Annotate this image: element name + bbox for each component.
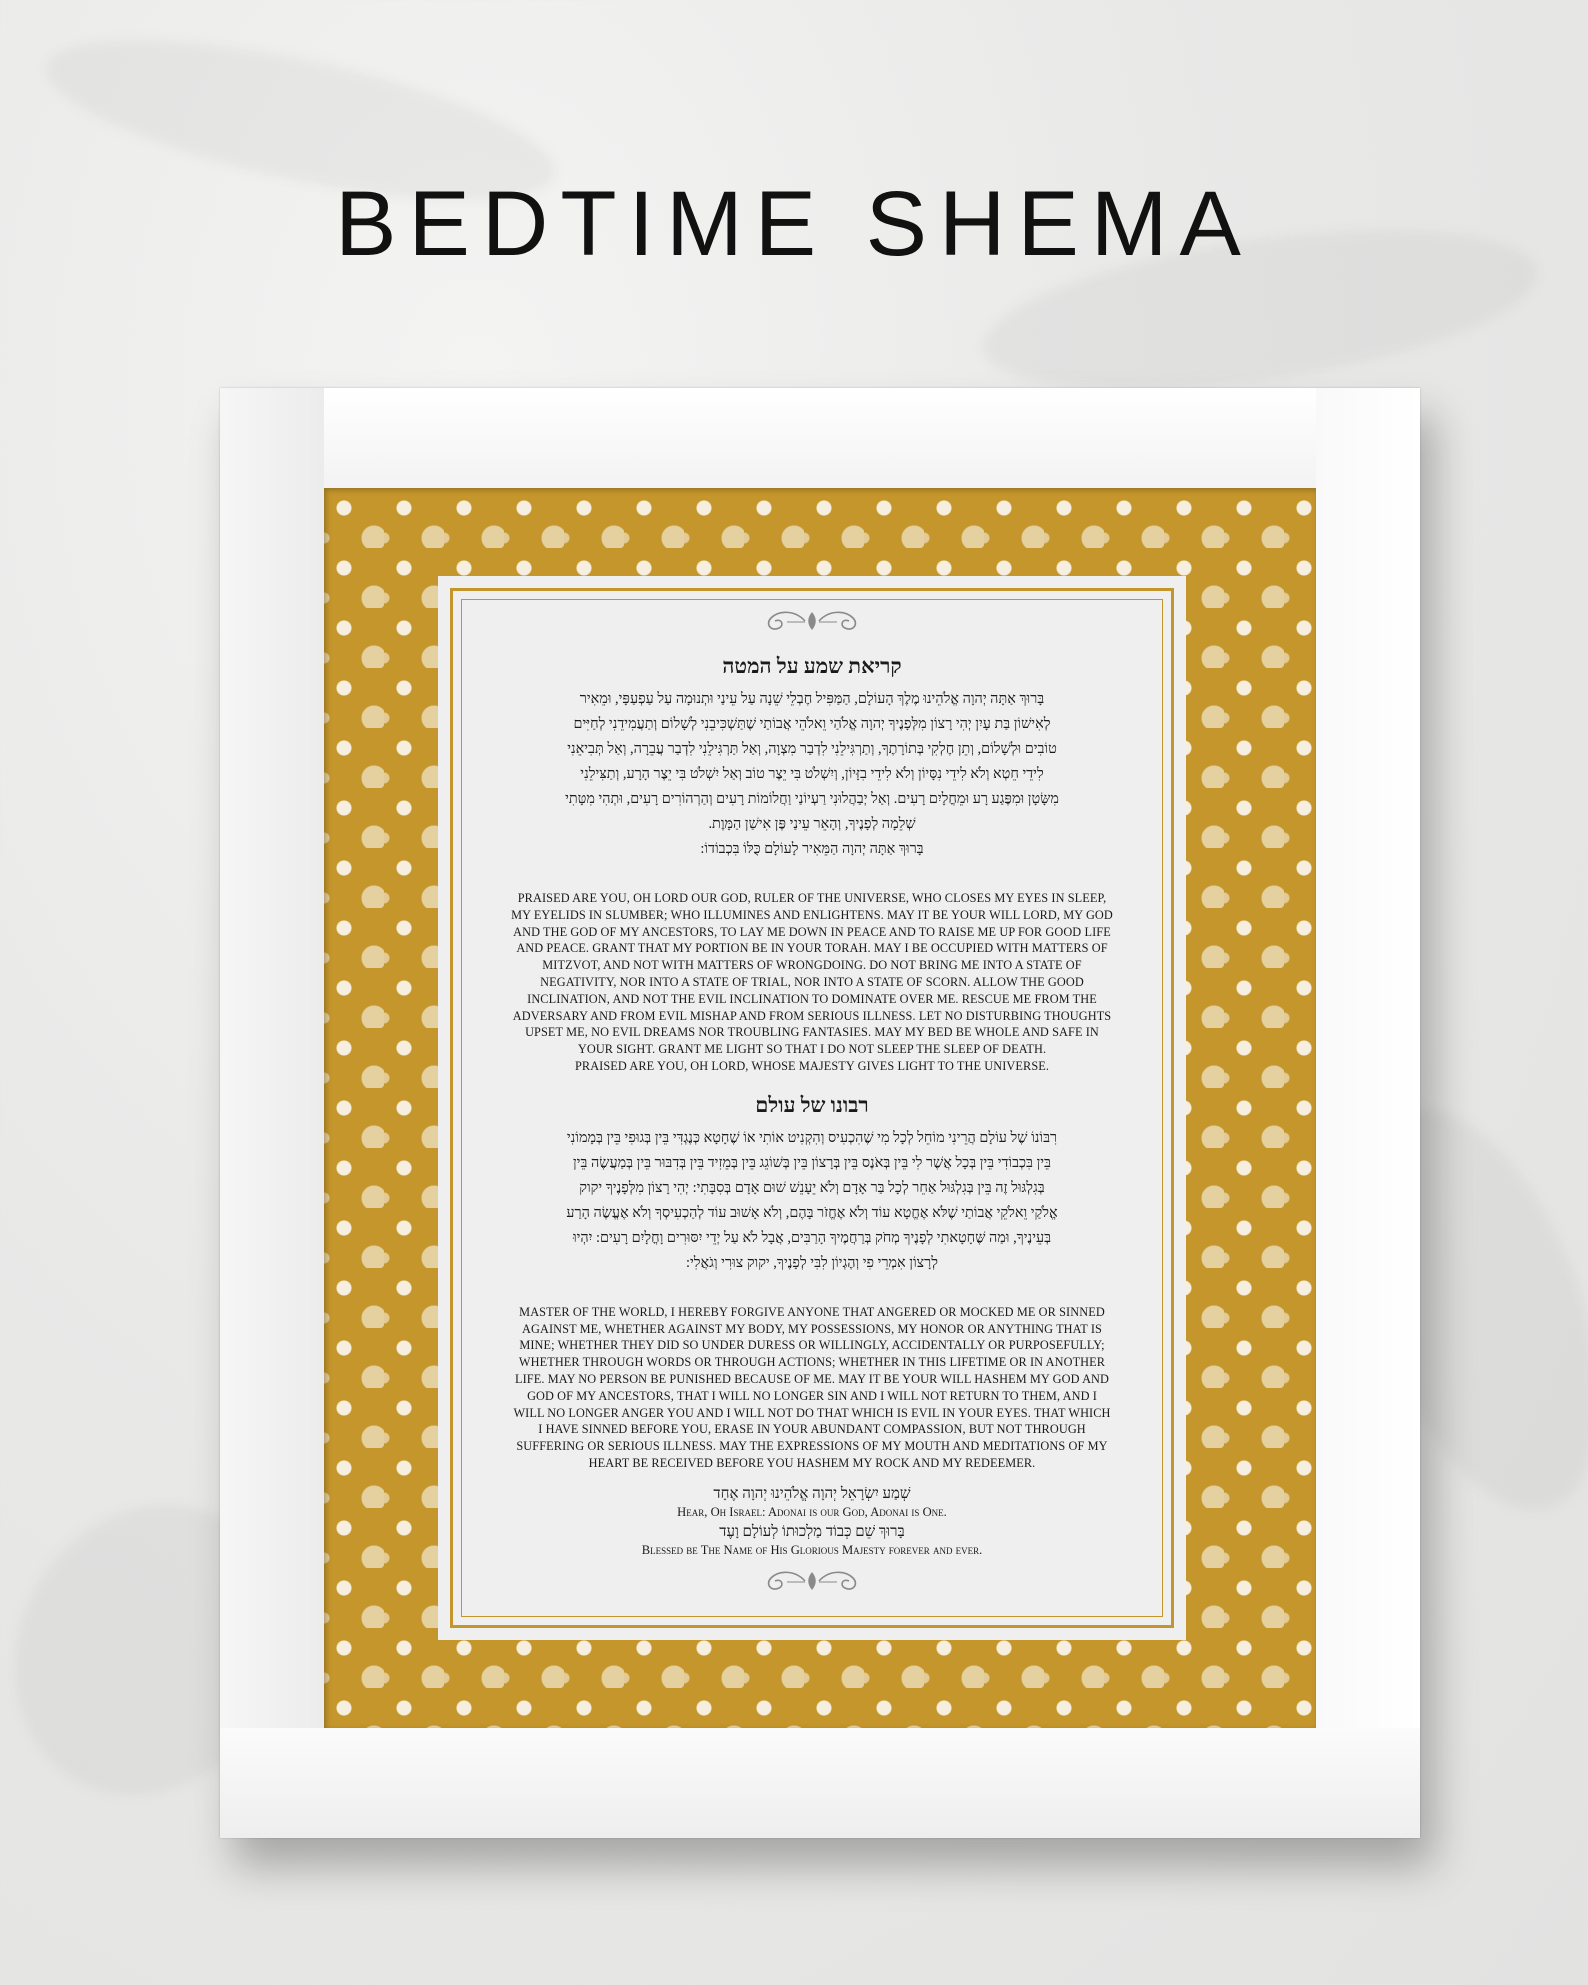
hebrew-line: בְּעֵינֶיךָ, וּמַה שֶּׁחָטָאתִי לְפָנֶיךָ מְחֹק בְּרַחֲמֶיךָ הָרַבִּים, אֲבָל לֹא עַל יְדֵי יִסּוּרִים וָחֳלָיִם רָעִים: יִהְיוּ <box>572 1229 1052 1246</box>
english-line: SUFFERING OR SERIOUS ILLNESS. MAY THE EXPRESSIONS OF MY MOUTH AND MEDITATIONS OF MY <box>516 1439 1108 1454</box>
prayer-content <box>468 606 1156 1596</box>
page-title: BEDTIME SHEMA <box>335 173 1253 275</box>
shema-english: Hear, Oh Israel: Adonai is our God, Adonai is One. <box>677 1504 947 1519</box>
english-line: AND THE GOD OF MY ANCESTORS, TO LAY ME DOWN IN PEACE AND TO RAISE ME UP FOR GOOD LIFE <box>513 924 1111 939</box>
english-line: WHETHER THROUGH WORDS OR THROUGH ACTIONS; WHETHER IN THIS LIFETIME OR IN ANOTHER <box>518 1355 1106 1370</box>
english-line: I HAVE SINNED BEFORE YOU, ERASE IN YOUR ABUNDANT COMPASSION, BUT NOT THROUGH <box>538 1422 1086 1437</box>
english-line: PRAISED ARE YOU, OH LORD OUR GOD, RULER OF THE UNIVERSE, WHO CLOSES MY EYES IN SLEEP, <box>517 891 1107 905</box>
english-line: NEGATIVITY, NOR INTO A STATE OF TRIAL, NOR INTO A STATE OF SCORN. ALLOW THE GOOD <box>540 974 1084 989</box>
hebrew-line: לִידֵי חֵטְא וְלֹא לִידֵי נִסָּיוֹן וְלֹא לִידֵי בִזָּיוֹן, וְיִשְׁלֹט בִּי יֵצֶר טוֹב וְאַל יִשְׁלֹט בִּי יֵצֶר הָרָע, וְתַצִּילֵנִי <box>580 766 1044 782</box>
hebrew-line: בָּרוּךְ אַתָּה יְהוָה הַמֵּאִיר לָעוֹלָם כֻּלּוֹ בִּכְבוֹדוֹ: <box>700 841 924 857</box>
english-line: GOD OF MY ANCESTORS, THAT I WILL NO LONGER SIN AND I WILL NOT RETURN TO THEM, AND I <box>527 1388 1097 1403</box>
english-line: UPSET ME, NO EVIL DREAMS NOR TROUBLING FANTASIES. MAY MY BED BE WHOLE AND SAFE IN <box>525 1025 1099 1040</box>
hebrew-line: לְרָצוֹן אִמְרֵי פִי וְהֶגְיוֹן לִבִּי לְפָנֶיךָ, יקוק צוּרִי וְגֹאֲלִי: <box>686 1254 938 1271</box>
english-line: MITZVOT, AND NOT WITH MATTERS OF WRONGDOING. DO NOT BRING ME INTO A STATE OF <box>542 958 1082 973</box>
text-panel <box>438 576 1186 1640</box>
baruch-hebrew: בָּרוּךְ שֵׁם כְּבוֹד מַלְכוּתוֹ לְעוֹלָם וָעֶד <box>719 1523 905 1540</box>
section2-english <box>470 1304 1154 1472</box>
english-line: ADVERSARY AND FROM EVIL MISHAP AND FROM SERIOUS ILLNESS. LET NO DISTURBING THOUGHTS <box>512 1008 1112 1023</box>
hebrew-line: בָּרוּךְ אַתָּה יְהוָה אֱלֹהֵינוּ מֶלֶךְ הָעוֹלָם, הַמַּפִּיל חֶבְלֵי שֵׁנָה עַל עֵינַי וּתְנוּמָה עַל עַפְעַפָּי, וּמֵאִיר <box>579 691 1045 707</box>
frame-left <box>220 388 324 1838</box>
hebrew-line: טוֹבִים וּלְשָׁלוֹם, וְתֵן חֶלְקִי בְּתוֹרָתֶךָ, וְתַרְגִּילֵנִי לִדְבַר מִצְוָה, וְאַל תַּרְגִּילֵנִי לִדְבַר עֲבֵרָה, וְאַל תְּבִיאֵנִי <box>567 741 1057 757</box>
frame-right <box>1316 388 1420 1838</box>
baruch-english: Blessed be The Name of His Glorious Majesty forever and ever. <box>641 1542 983 1557</box>
english-line: LIFE. MAY NO PERSON BE PUNISHED BECAUSE OF ME. MAY IT BE YOUR WILL HASHEM MY GOD AND <box>514 1371 1110 1386</box>
hebrew-line: רִבּוֹנוֹ שֶׁל עוֹלָם הֲרֵינִי מוֹחֵל לְכָל מִי שֶׁהִכְעִיס וְהִקְנִיט אוֹתִי אוֹ שֶׁחָטָא כְּנֶגְדִּי בֵּין בְּגוּפִי בֵּין בְּמָמוֹנִי <box>566 1129 1058 1146</box>
hebrew-line: שְׁלֵמָה לְפָנֶיךָ, וְהָאֵר עֵינַי פֶּן אִישַׁן הַמָּוֶת. <box>708 816 916 832</box>
gold-damask-print <box>324 488 1316 1728</box>
frame-bottom <box>220 1728 1420 1838</box>
english-line: MINE; WHETHER THEY DID SO UNDER DURESS OR WILLINGLY, ACCIDENTALLY OR PURPOSEFULLY; <box>519 1338 1105 1353</box>
english-line: MASTER OF THE WORLD, I HEREBY FORGIVE ANYONE THAT ANGERED OR MOCKED ME OR SINNED <box>519 1304 1105 1319</box>
english-line: HEART BE RECEIVED BEFORE YOU HASHEM MY ROCK AND MY REDEEMER. <box>588 1455 1036 1470</box>
english-line: AGAINST ME, WHETHER AGAINST MY BODY, MY POSSESSIONS, MY HONOR OR ANYTHING THAT IS <box>522 1321 1102 1336</box>
hebrew-line: לְאִישׁוֹן בַּת עָיִן יְהִי רָצוֹן מִלְּפָנֶיךָ יְהוָה אֱלֹהַי וֵאלֹהֵי אֲבוֹתַי שֶׁתַּשְׁכִּיבֵנִי לְשָׁלוֹם וְתַעֲמִידֵנִי לְחַיִּים <box>573 716 1051 732</box>
hebrew-line: אֱלֹקַי וֵאלֹקֵי אֲבוֹתַי שֶׁלֹּא אֶחֱטָא עוֹד וְלֹא אֶחֱזֹר בָּהֶם, וְלֹא אָשׁוּב עוֹד לְהַכְעִיסְךָ וְלֹא אֶעֱשֶׂה הָרַע <box>566 1204 1058 1221</box>
english-line: INCLINATION, AND NOT THE EVIL INCLINATION TO DOMINATE OVER ME. RESCUE ME FROM THE <box>527 991 1097 1006</box>
hebrew-line: בְּגִלְגּוּל זֶה בֵּין בְּגִלְגּוּל אַחֵר לְכָל בַּר אָדָם וְלֹא יֵעָנֵשׁ שׁוּם אָדָם בְּסִבָּתִי: יְהִי רָצוֹן מִלְּפָנֶיךָ יקוק <box>579 1179 1045 1196</box>
section2-heading: רבונו של עולם <box>755 1092 869 1117</box>
hebrew-line: מִשָּׂטָן וּמִפֶּגַע רָע וּמֵחֳלָיִם רָעִים. וְאַל יְבַהֲלוּנִי רַעְיוֹנַי וַחֲלוֹמוֹת רָעִים וְהַרְהוֹרִים רָעִים, וּתְהִי מִטָּתִי <box>565 791 1059 807</box>
english-line: WILL NO LONGER ANGER YOU AND I WILL NOT DO THAT WHICH IS EVIL IN YOUR EYES. THAT WHICH <box>513 1405 1111 1420</box>
picture-frame <box>220 388 1420 1838</box>
section1-hebrew <box>472 687 1152 862</box>
english-line: YOUR SIGHT. GRANT ME LIGHT SO THAT I DO NOT SLEEP THE SLEEP OF DEATH. <box>577 1042 1047 1057</box>
flourish-bottom-icon <box>757 1566 867 1596</box>
english-line: MY EYELIDS IN SLUMBER; WHO ILLUMINES AND ENLIGHTENS. MAY IT BE YOUR WILL LORD, MY GOD <box>511 907 1113 922</box>
flourish-top-icon <box>757 606 867 636</box>
hebrew-line: בֵּין בִּכְבוֹדִי בֵּין בְּכָל אֲשֶׁר לִי בֵּין בְּאֹנֶס בֵּין בְּרָצוֹן בֵּין בְּשׁוֹגֵג בֵּין בְּמֵזִיד בֵּין בְּדִבּוּר בֵּין בְּמַעֲשֶׂה בֵּין <box>573 1154 1051 1171</box>
section2-hebrew <box>472 1126 1152 1276</box>
section1-english <box>470 890 1154 1075</box>
shema-hebrew: שְׁמַע יִשְׂרָאֵל יְהוָה אֱלֹהֵינוּ יְהוָה אֶחָד <box>713 1485 911 1502</box>
english-line: AND PEACE. GRANT THAT MY PORTION BE IN YOUR TORAH. MAY I BE OCCUPIED WITH MATTERS OF <box>516 941 1108 956</box>
frame-top <box>220 388 1420 488</box>
english-line: PRAISED ARE YOU, OH LORD, WHOSE MAJESTY GIVES LIGHT TO THE UNIVERSE. <box>574 1058 1050 1073</box>
section1-heading: קריאת שמע על המטה <box>722 654 902 678</box>
